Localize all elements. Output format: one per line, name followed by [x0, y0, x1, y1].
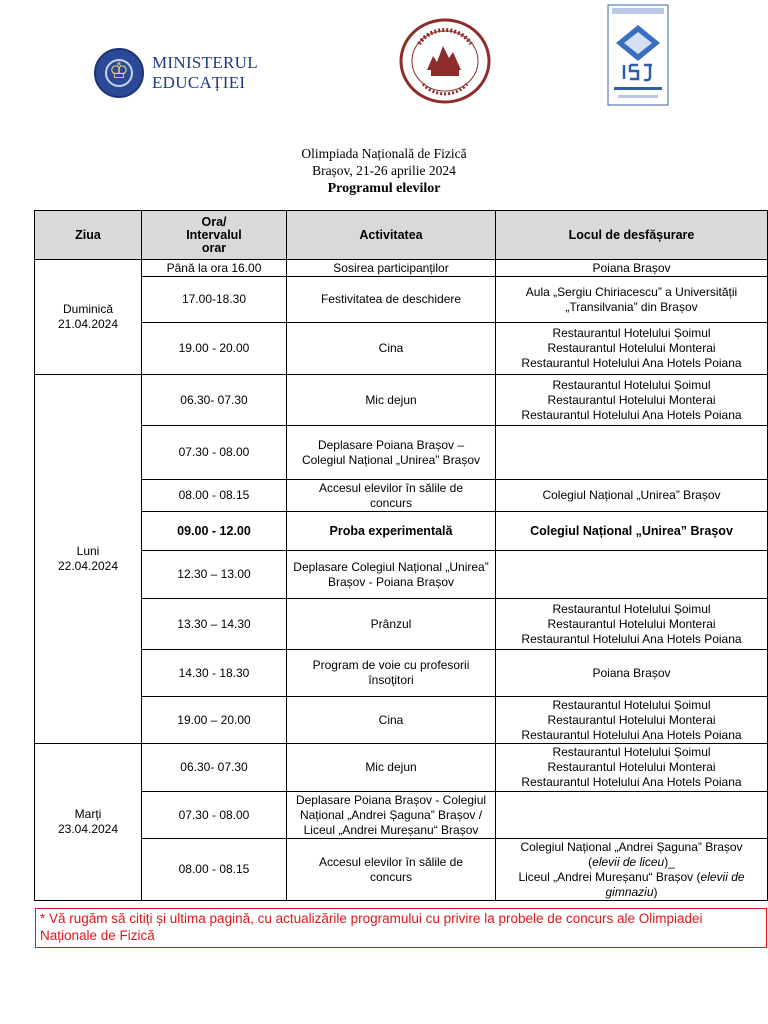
place-text-italic: elevii de gimnaziu — [605, 869, 745, 899]
table-row — [35, 744, 768, 792]
time-cell: 09.00 - 12.00 — [142, 512, 287, 551]
place-text: ) — [653, 884, 658, 899]
place-text: Colegiul Național „Andrei Șaguna” Brașov — [520, 839, 743, 854]
activity-cell: Sosirea participanților — [287, 260, 496, 277]
time-cell: 19.00 - 20.00 — [142, 323, 287, 375]
place-cell: Colegiul Național „Unirea” Brașov — [496, 512, 768, 551]
day-label: Duminică 21.04.2024 — [57, 302, 119, 331]
header-time — [142, 211, 287, 260]
activity-cell: Cina — [287, 323, 496, 375]
table-row — [35, 551, 768, 599]
table-row — [35, 426, 768, 480]
table-row — [35, 323, 768, 375]
place-cell: Colegiul Național „Unirea” Brașov — [496, 480, 768, 512]
place-cell: Poiana Brașov — [496, 260, 768, 277]
place-text: Restaurantul Hotelului Șoimul Restaurantul Hotelului Monterai Restaurantul Hotelului Ana Hotels Poiana — [521, 745, 742, 789]
table-row — [35, 697, 768, 744]
time-cell: 06.30- 07.30 — [142, 744, 287, 792]
place-cell — [496, 599, 768, 650]
time-cell: 17.00-18.30 — [142, 277, 287, 323]
activity-cell: Mic dejun — [287, 375, 496, 426]
day-cell-tuesday — [35, 744, 142, 901]
place-cell — [496, 839, 768, 901]
activity-text: Deplasare Poiana Brașov - Colegiul Național „Andrei Șaguna” Brașov / Liceul „Andrei Mureșanu“ Brașov — [295, 792, 487, 837]
activity-cell: Prânzul — [287, 599, 496, 650]
header-place: Locul de desfășurare — [496, 211, 768, 260]
place-text: Restaurantul Hotelului Șoimul Restaurantul Hotelului Monterai Restaurantul Hotelului Ana Hotels Poiana — [521, 697, 742, 742]
document-title: Olimpiada Națională de Fizică — [301, 146, 467, 161]
activity-cell: Festivitatea de deschidere — [287, 277, 496, 323]
activity-cell — [287, 792, 496, 839]
isj-logo-icon — [606, 3, 670, 107]
activity-text: Deplasare Poiana Brașov – Colegiul Național „Unirea” Brașov — [301, 437, 481, 467]
footnote-box — [35, 908, 767, 948]
time-cell: Până la ora 16.00 — [142, 260, 287, 277]
activity-cell: Cina — [287, 697, 496, 744]
place-text: Aula „Sergiu Chiriacescu” a Universității „Transilvania” din Brașov — [525, 284, 738, 314]
time-cell: 07.30 - 08.00 — [142, 426, 287, 480]
place-cell — [496, 792, 768, 839]
activity-cell — [287, 426, 496, 480]
table-row — [35, 650, 768, 697]
activity-cell: Proba experimentală — [287, 512, 496, 551]
ministry-logo — [94, 48, 324, 98]
time-cell: 06.30- 07.30 — [142, 375, 287, 426]
activity-cell — [287, 839, 496, 901]
coat-of-arms-icon — [94, 48, 144, 98]
place-text: Restaurantul Hotelului Șoimul Restaurantul Hotelului Monterai Restaurantul Hotelului Ana Hotels Poiana — [521, 377, 742, 422]
place-cell — [496, 551, 768, 599]
ministry-name: MINISTERUL EDUCAȚIEI — [152, 53, 258, 92]
table-header-row — [35, 211, 768, 260]
activity-cell — [287, 551, 496, 599]
header-day: Ziua — [35, 211, 142, 260]
table-row — [35, 277, 768, 323]
place-text: Restaurantul Hotelului Șoimul Restaurantul Hotelului Monterai Restaurantul Hotelului Ana Hotels Poiana — [521, 326, 742, 370]
activity-text: Deplasare Colegiul Național „Unirea” Brașov - Poiana Brașov — [293, 559, 489, 589]
place-text: ( — [588, 854, 593, 869]
table-row — [35, 792, 768, 839]
activity-text: Accesul elevilor în sălile de concurs — [318, 854, 464, 884]
schedule-table — [34, 210, 768, 901]
olympiad-logo-icon — [397, 18, 493, 104]
place-cell: Poiana Brașov — [496, 650, 768, 697]
place-cell — [496, 426, 768, 480]
header-time-text: Ora/ Intervalul orar — [186, 214, 242, 255]
time-cell: 08.00 - 08.15 — [142, 480, 287, 512]
place-text: )_ — [664, 854, 675, 869]
place-cell — [496, 323, 768, 375]
day-cell-monday — [35, 375, 142, 744]
place-text: Restaurantul Hotelului Șoimul Restaurantul Hotelului Monterai Restaurantul Hotelului Ana Hotels Poiana — [521, 601, 742, 646]
place-cell — [496, 375, 768, 426]
place-text-italic: elevii de liceu — [592, 854, 665, 869]
time-cell: 12.30 – 13.00 — [142, 551, 287, 599]
place-text: Liceul „Andrei Mureșanu“ Brașov ( — [518, 869, 701, 884]
activity-cell: Mic dejun — [287, 744, 496, 792]
table-row — [35, 480, 768, 512]
day-cell-sunday — [35, 260, 142, 375]
day-label: Luni 22.04.2024 — [57, 544, 119, 573]
activity-text: Accesul elevilor în sălile de concurs — [318, 480, 464, 510]
footnote-text: * Vă rugăm să citiți și ultima pagină, cu actualizările programului cu privire la probele de concurs ale Olimpiadei Naționale de Fizică — [40, 911, 703, 943]
time-cell: 08.00 - 08.15 — [142, 839, 287, 901]
table-row — [35, 260, 768, 277]
table-row — [35, 375, 768, 426]
time-cell: 14.30 - 18.30 — [142, 650, 287, 697]
activity-cell — [287, 480, 496, 512]
place-cell — [496, 697, 768, 744]
activity-cell — [287, 650, 496, 697]
place-cell — [496, 744, 768, 792]
place-cell — [496, 277, 768, 323]
time-cell: 13.30 – 14.30 — [142, 599, 287, 650]
table-row — [35, 599, 768, 650]
table-row-highlight — [35, 512, 768, 551]
time-cell: 19.00 – 20.00 — [142, 697, 287, 744]
table-row — [35, 839, 768, 901]
activity-text: Program de voie cu profesorii însoțitori — [312, 658, 470, 687]
header-activity: Activitatea — [287, 211, 496, 260]
day-label: Marți 23.04.2024 — [57, 807, 119, 836]
time-cell: 07.30 - 08.00 — [142, 792, 287, 839]
document-subtitle: Brașov, 21-26 aprilie 2024 — [312, 163, 456, 178]
document-heading: Programul elevilor — [327, 181, 441, 196]
